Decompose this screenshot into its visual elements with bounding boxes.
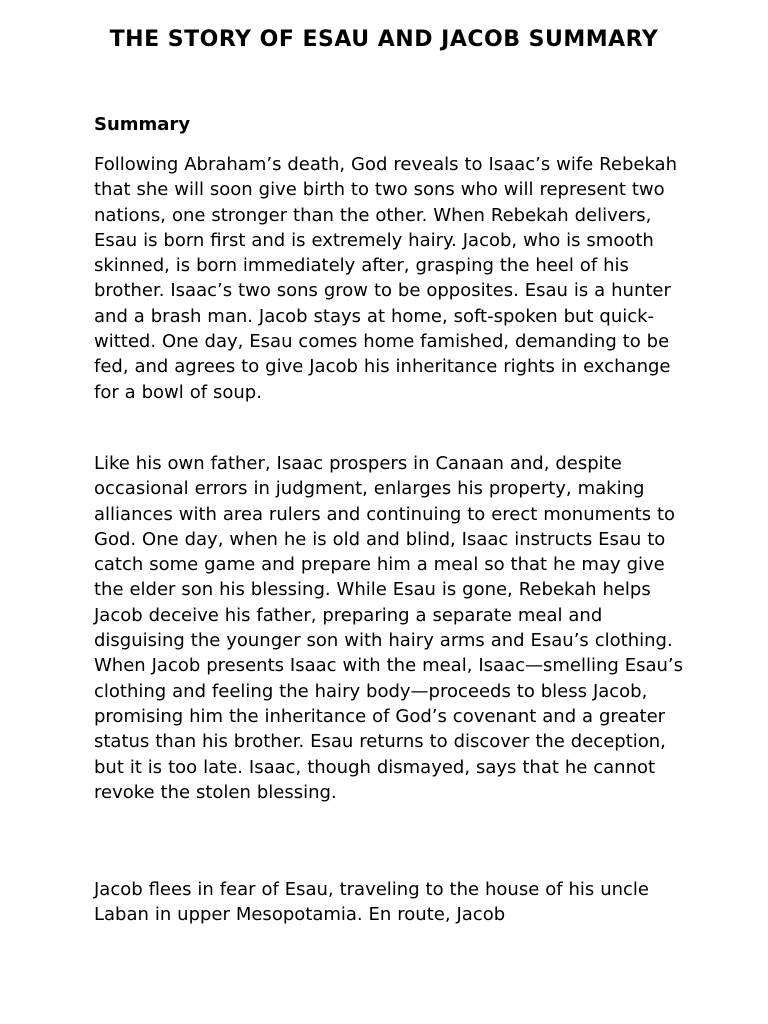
paragraph-1: Following Abraham’s death, God reveals to Isaac’s wife Rebekah that she will soon give birth to two sons who will represent two nations, one stronger than the other. When Rebekah delivers, Esau is born first and is extremely hairy. Jacob, who is smooth skinned, is born immediately after, grasping the heel of his brother. Isaac’s two sons grow to be opposites. Esau is a hunter and a brash man. Jacob stays at home, soft-spoken but quick-witted. One day, Esau comes home famished, demanding to be fed, and agrees to give Jacob his inheritance rights in exchange for a bowl of soup.: [94, 154, 677, 403]
paragraph-2: Like his own father, Isaac prospers in Canaan and, despite occasional errors in judgment, enlarges his property, making alliances with area rulers and continuing to erect monuments to God. One day, when he is old and blind, Isaac instructs Esau to catch some game and prepare him a meal so that he may give the elder son his blessing. While Esau is gone, Rebekah helps Jacob deceive his father, preparing a separate meal and disguising the younger son with hairy arms and Esau’s clothing. When Jacob presents Isaac with the meal, Isaac—smelling Esau’s clothing and feeling the hairy body—proceeds to bless Jacob, promising him the inheritance of God’s covenant and a greater status than his brother. Esau returns to discover the deception, but it is too late. Isaac, though dismayed, says that he cannot revoke the stolen blessing.: [94, 453, 684, 803]
paragraph-3: Jacob flees in fear of Esau, traveling to the house of his uncle Laban in upper Mesopotamia. En route, Jacob: [94, 879, 649, 926]
page-title: THE STORY OF ESAU AND JACOB SUMMARY: [109, 27, 659, 52]
section-heading: Summary: [94, 114, 191, 135]
